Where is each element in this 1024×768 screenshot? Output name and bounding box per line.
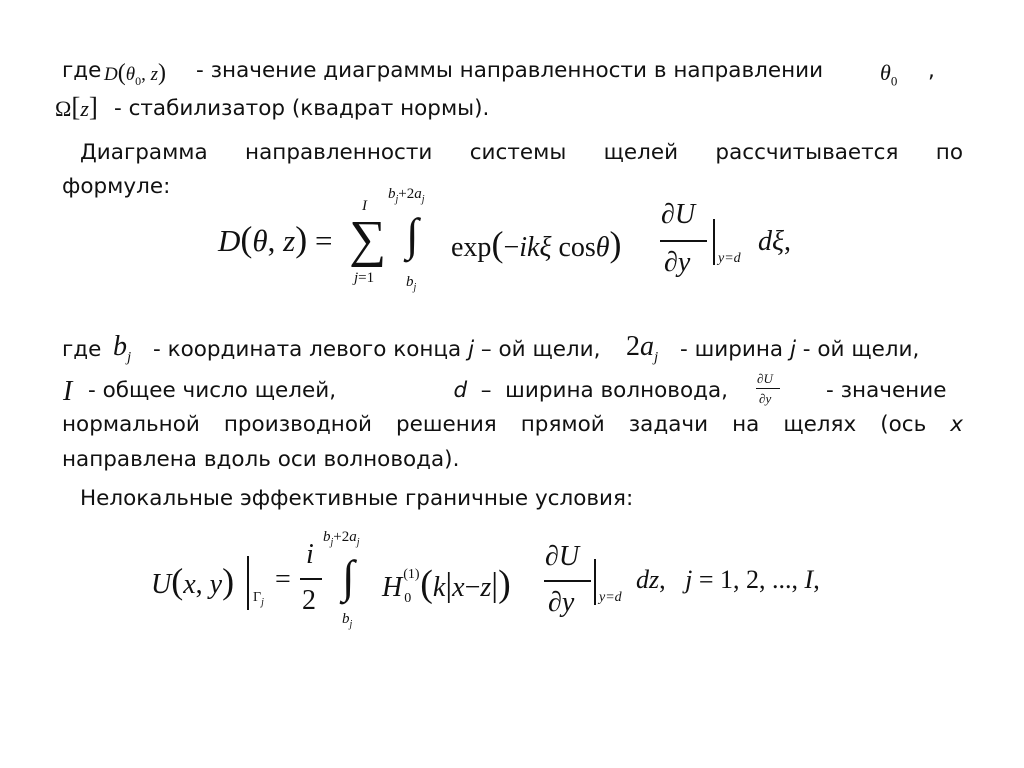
int-upper: $b_j+2a_j$ bbox=[388, 186, 425, 205]
coef-num: i bbox=[306, 539, 314, 570]
sum-sign: ∑ bbox=[349, 211, 387, 268]
inline-formula-D-theta0-z: $D(\theta_0$, z) bbox=[104, 60, 166, 88]
para2-line-a: Диаграмма направленности системы щелей рассчитывается по bbox=[80, 140, 963, 165]
where-label-2: где bbox=[62, 337, 102, 362]
sum-upper: I bbox=[362, 198, 367, 214]
para3-t1: - координата левого конца j – ой щели, bbox=[153, 337, 601, 362]
formula1-differential: dξ, bbox=[758, 226, 791, 257]
eval-bar-2 bbox=[247, 556, 249, 610]
eval-bar-3 bbox=[594, 559, 596, 605]
para3-line5: направлена вдоль оси волновода). bbox=[62, 447, 460, 472]
integrand-exp: exp(−ikξ cosθ) bbox=[451, 224, 622, 264]
frac2-num: ∂U bbox=[545, 541, 580, 572]
where-label-1: где bbox=[62, 58, 102, 83]
int-lower: $b_j$ bbox=[406, 274, 417, 293]
coef-bar bbox=[300, 578, 322, 580]
coef-den: 2 bbox=[302, 585, 316, 616]
inline-theta0: $\theta_0$ bbox=[880, 60, 898, 89]
para4-text: Нелокальные эффективные граничные условия: bbox=[80, 486, 634, 511]
para3-t7: - значение bbox=[826, 378, 947, 403]
eval-bar-1 bbox=[713, 219, 715, 265]
formula1-lhs: D(θ, z) = bbox=[218, 219, 333, 259]
inline-formula-omega-z: Ω[z] bbox=[55, 92, 98, 122]
inline-2aj: $2a_j$ bbox=[626, 331, 659, 366]
int2-upper: $b_j+2a_j$ bbox=[323, 529, 360, 548]
formula2-tail: dz, j = 1, 2, ..., I, bbox=[636, 565, 820, 594]
integral-sign: ∫ bbox=[406, 209, 419, 260]
eval-sub-3: y=d bbox=[599, 590, 622, 605]
frac2-den: ∂y bbox=[548, 587, 575, 618]
inline-bj: $b_j$ bbox=[113, 331, 132, 366]
frac2-bar bbox=[544, 580, 591, 582]
frac1-den: ∂y bbox=[664, 247, 691, 278]
formula2-eq: = bbox=[275, 564, 291, 595]
inline-I: I bbox=[63, 376, 73, 407]
formula2-lhs: U(x, y) bbox=[151, 561, 235, 601]
int2-lower: $b_j$ bbox=[342, 611, 353, 630]
para3-t3: - ширина j - ой щели, bbox=[680, 337, 920, 362]
integral-sign-2: ∫ bbox=[342, 551, 355, 602]
para3-line4: нормальной производной решения прямой задачи на щелях (ось x bbox=[62, 412, 963, 437]
line1-comma: , bbox=[928, 58, 935, 83]
para3-line2: - общее число щелей, d – ширина волновода, bbox=[88, 378, 728, 403]
eval-sub-1: y=d bbox=[718, 251, 741, 266]
para2-line-b: формуле: bbox=[62, 174, 171, 199]
line1-text: - значение диаграммы направленности в направлении bbox=[196, 58, 824, 83]
eval-sub-gamma: $\Gamma_j$ bbox=[253, 590, 264, 608]
slide: где $D(\theta_0$, z) - значение диаграммы направленности в направлении $\theta_0$ , Ω[z] - стабилизатор (квадрат нормы). Диаграмма направленности системы щелей рассчитывается по формуле: D(θ, z) = ∑ I j=1 ∫ $b_j+2a_j$ $b_j$ exp(−ikξ cosθ) ∂U ∂y y=d dξ, где $b_j$ - координата левого конца j – ой щели, $2a_j$ - ширина j - ой щели, I - общее число щелей, d – ширина волновода, ∂U ∂y - значение нормальной производной решения прямой задачи на щелях (ось x направлена вдоль оси волновода). Нелокальные эффективные граничные условия: U(x, y) $\Gamma_j$ = i 2 ∫ $b_j+2a_j$ $b_j$ H (1) 0 (k|x−z|) ∂U ∂y y=d dz, j = 1, 2, ..., I, bbox=[55, 58, 963, 630]
sum-lower: j=1 bbox=[354, 270, 375, 286]
hankel-term: H (1) 0 (k|x−z|) bbox=[382, 563, 511, 606]
frac1-num: ∂U bbox=[661, 199, 696, 230]
line2-text: - стабилизатор (квадрат нормы). bbox=[114, 96, 490, 121]
frac1-bar bbox=[660, 240, 707, 242]
